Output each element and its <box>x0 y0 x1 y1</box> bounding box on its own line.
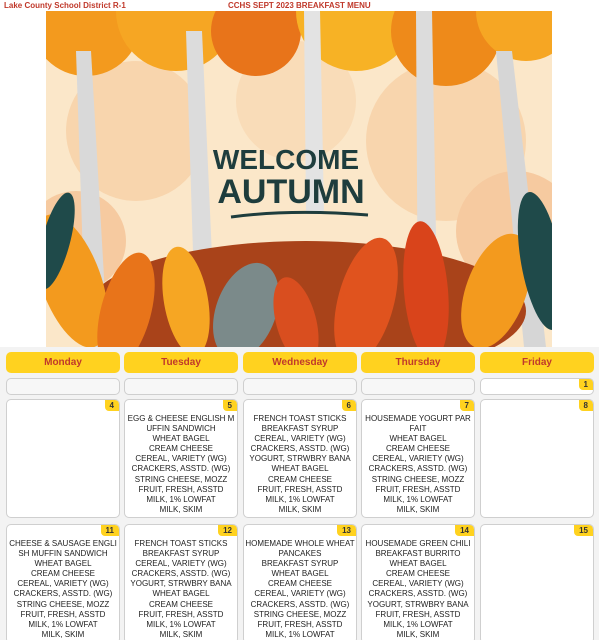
menu-list <box>244 539 356 640</box>
menu-item: CEREAL, VARIETY (WG) <box>372 579 464 589</box>
week0-wednesday-cell <box>243 378 357 395</box>
banner-line2: AUTUMN <box>217 173 365 211</box>
menu-item: HOUSEMADE GREEN CHILI <box>365 539 471 548</box>
menu-item: CRACKERS, ASSTD. (WG) <box>250 599 350 609</box>
menu-item: SH MUFFIN SANDWICH <box>18 549 108 559</box>
menu-list <box>125 539 237 640</box>
menu-item: CREAM CHEESE <box>385 444 450 454</box>
menu-item: FRUIT, FRESH, ASSTD <box>257 484 343 494</box>
date-badge: 4 <box>105 400 119 411</box>
menu-item: FRUIT, FRESH, ASSTD <box>138 609 224 619</box>
week0-friday-cell <box>480 378 594 395</box>
menu-item: MILK, 1% LOWFAT <box>265 494 335 504</box>
menu-item: WHEAT BAGEL <box>389 434 447 444</box>
menu-item: MILK, SKIM <box>159 504 203 514</box>
menu-item: CREAM CHEESE <box>267 474 332 484</box>
district-name: Lake County School District R-1 <box>4 1 126 10</box>
menu-title: CCHS SEPT 2023 BREAKFAST MENU <box>228 1 371 10</box>
menu-item: CEREAL, VARIETY (WG) <box>254 589 346 599</box>
date-badge: 7 <box>460 400 474 411</box>
menu-item: CREAM CHEESE <box>148 444 213 454</box>
menu-item: CHEESE & SAUSAGE ENGLI <box>9 539 117 548</box>
menu-item: WHEAT BAGEL <box>152 589 210 599</box>
menu-item: WHEAT BAGEL <box>389 559 447 569</box>
autumn-illustration <box>46 11 552 347</box>
day-header-tuesday: Tuesday <box>124 352 238 373</box>
day-cell <box>243 399 357 518</box>
day-cell <box>480 524 594 640</box>
date-badge: 1 <box>579 379 593 390</box>
menu-item: CREAM CHEESE <box>148 599 213 609</box>
day-header-wednesday: Wednesday <box>243 352 357 373</box>
menu-item: HOMEMADE WHOLE WHEAT <box>245 539 355 548</box>
menu-item: FRUIT, FRESH, ASSTD <box>375 484 461 494</box>
menu-item: CEREAL, VARIETY (WG) <box>135 454 227 464</box>
menu-item: STRING CHEESE, MOZZ <box>371 474 465 484</box>
menu-item: CRACKERS, ASSTD. (WG) <box>368 589 468 599</box>
day-header-thursday: Thursday <box>361 352 475 373</box>
menu-item: BREAKFAST SYRUP <box>261 424 339 434</box>
menu-item: CRACKERS, ASSTD. (WG) <box>13 589 113 599</box>
menu-item: YOGURT, STRWBRY BANA <box>367 599 469 609</box>
menu-item: CEREAL, VARIETY (WG) <box>372 454 464 464</box>
menu-item: WHEAT BAGEL <box>271 464 329 474</box>
date-badge: 14 <box>455 525 474 536</box>
menu-item: MILK, 1% LOWFAT <box>146 619 216 629</box>
day-cell <box>361 399 475 518</box>
menu-item: WHEAT BAGEL <box>271 569 329 579</box>
menu-item: FRUIT, FRESH, ASSTD <box>20 609 106 619</box>
week0-thursday-cell <box>361 378 475 395</box>
menu-item: FRENCH TOAST STICKS <box>134 539 228 548</box>
menu-item: CEREAL, VARIETY (WG) <box>254 434 346 444</box>
day-cell <box>124 524 238 640</box>
menu-item: CREAM CHEESE <box>385 569 450 579</box>
menu-item: MILK, SKIM <box>396 504 440 514</box>
day-cell <box>243 524 357 640</box>
menu-item: MILK, SKIM <box>159 629 203 639</box>
menu-item: HOUSEMADE YOGURT PAR <box>365 414 471 423</box>
menu-item: PANCAKES <box>278 549 322 559</box>
menu-item: MILK, 1% LOWFAT <box>383 494 453 504</box>
menu-item: MILK, SKIM <box>278 504 322 514</box>
menu-item: MILK, 1% LOWFAT <box>383 619 453 629</box>
menu-item: WHEAT BAGEL <box>152 434 210 444</box>
menu-item: CREAM CHEESE <box>30 569 95 579</box>
date-badge: 5 <box>223 400 237 411</box>
menu-item: FAIT <box>409 424 427 434</box>
menu-item: CREAM CHEESE <box>267 579 332 589</box>
day-cell <box>361 524 475 640</box>
menu-item: FRUIT, FRESH, ASSTD <box>257 619 343 629</box>
date-badge: 8 <box>579 400 593 411</box>
week0-monday-cell <box>6 378 120 395</box>
menu-item: YOGURT, STRWBRY BANA <box>249 454 351 464</box>
day-cell <box>480 399 594 518</box>
day-cell <box>6 524 120 640</box>
menu-list <box>362 539 474 640</box>
autumn-banner-image <box>46 11 552 347</box>
menu-item: CRACKERS, ASSTD. (WG) <box>131 569 231 579</box>
menu-item: WHEAT BAGEL <box>34 559 92 569</box>
menu-item: MILK, 1% LOWFAT <box>146 494 216 504</box>
menu-item: FRUIT, FRESH, ASSTD <box>138 484 224 494</box>
menu-list <box>362 414 474 515</box>
menu-item: UFFIN SANDWICH <box>146 424 216 434</box>
menu-item: STRING CHEESE, MOZZ <box>253 609 347 619</box>
menu-item: BREAKFAST SYRUP <box>261 559 339 569</box>
day-cell <box>6 399 120 518</box>
menu-item: CEREAL, VARIETY (WG) <box>135 559 227 569</box>
menu-item: BREAKFAST BURRITO <box>375 549 461 559</box>
menu-item: FRUIT, FRESH, ASSTD <box>375 609 461 619</box>
date-badge: 11 <box>101 525 119 536</box>
week0-tuesday-cell <box>124 378 238 395</box>
menu-list <box>7 539 119 640</box>
day-cell <box>124 399 238 518</box>
menu-item: EGG & CHEESE ENGLISH M <box>127 414 235 423</box>
menu-item: CRACKERS, ASSTD. (WG) <box>250 444 350 454</box>
banner-line1: WELCOME <box>212 144 360 175</box>
menu-item: CEREAL, VARIETY (WG) <box>17 579 109 589</box>
date-badge: 13 <box>337 525 356 536</box>
menu-item: FRENCH TOAST STICKS <box>253 414 347 423</box>
menu-list <box>125 414 237 515</box>
menu-item: MILK, SKIM <box>41 629 85 639</box>
menu-item: CRACKERS, ASSTD. (WG) <box>131 464 231 474</box>
day-header-monday: Monday <box>6 352 120 373</box>
menu-item: STRING CHEESE, MOZZ <box>16 599 110 609</box>
date-badge: 12 <box>218 525 237 536</box>
menu-item: CRACKERS, ASSTD. (WG) <box>368 464 468 474</box>
date-badge: 6 <box>342 400 356 411</box>
menu-item: YOGURT, STRWBRY BANA <box>130 579 232 589</box>
menu-list <box>244 414 356 515</box>
menu-item: MILK, 1% LOWFAT <box>28 619 98 629</box>
menu-item: BREAKFAST SYRUP <box>142 549 220 559</box>
menu-item: MILK, 1% LOWFAT <box>265 629 335 639</box>
menu-item: MILK, SKIM <box>396 629 440 639</box>
day-header-friday: Friday <box>480 352 594 373</box>
date-badge: 15 <box>574 525 593 536</box>
menu-item: STRING CHEESE, MOZZ <box>134 474 228 484</box>
